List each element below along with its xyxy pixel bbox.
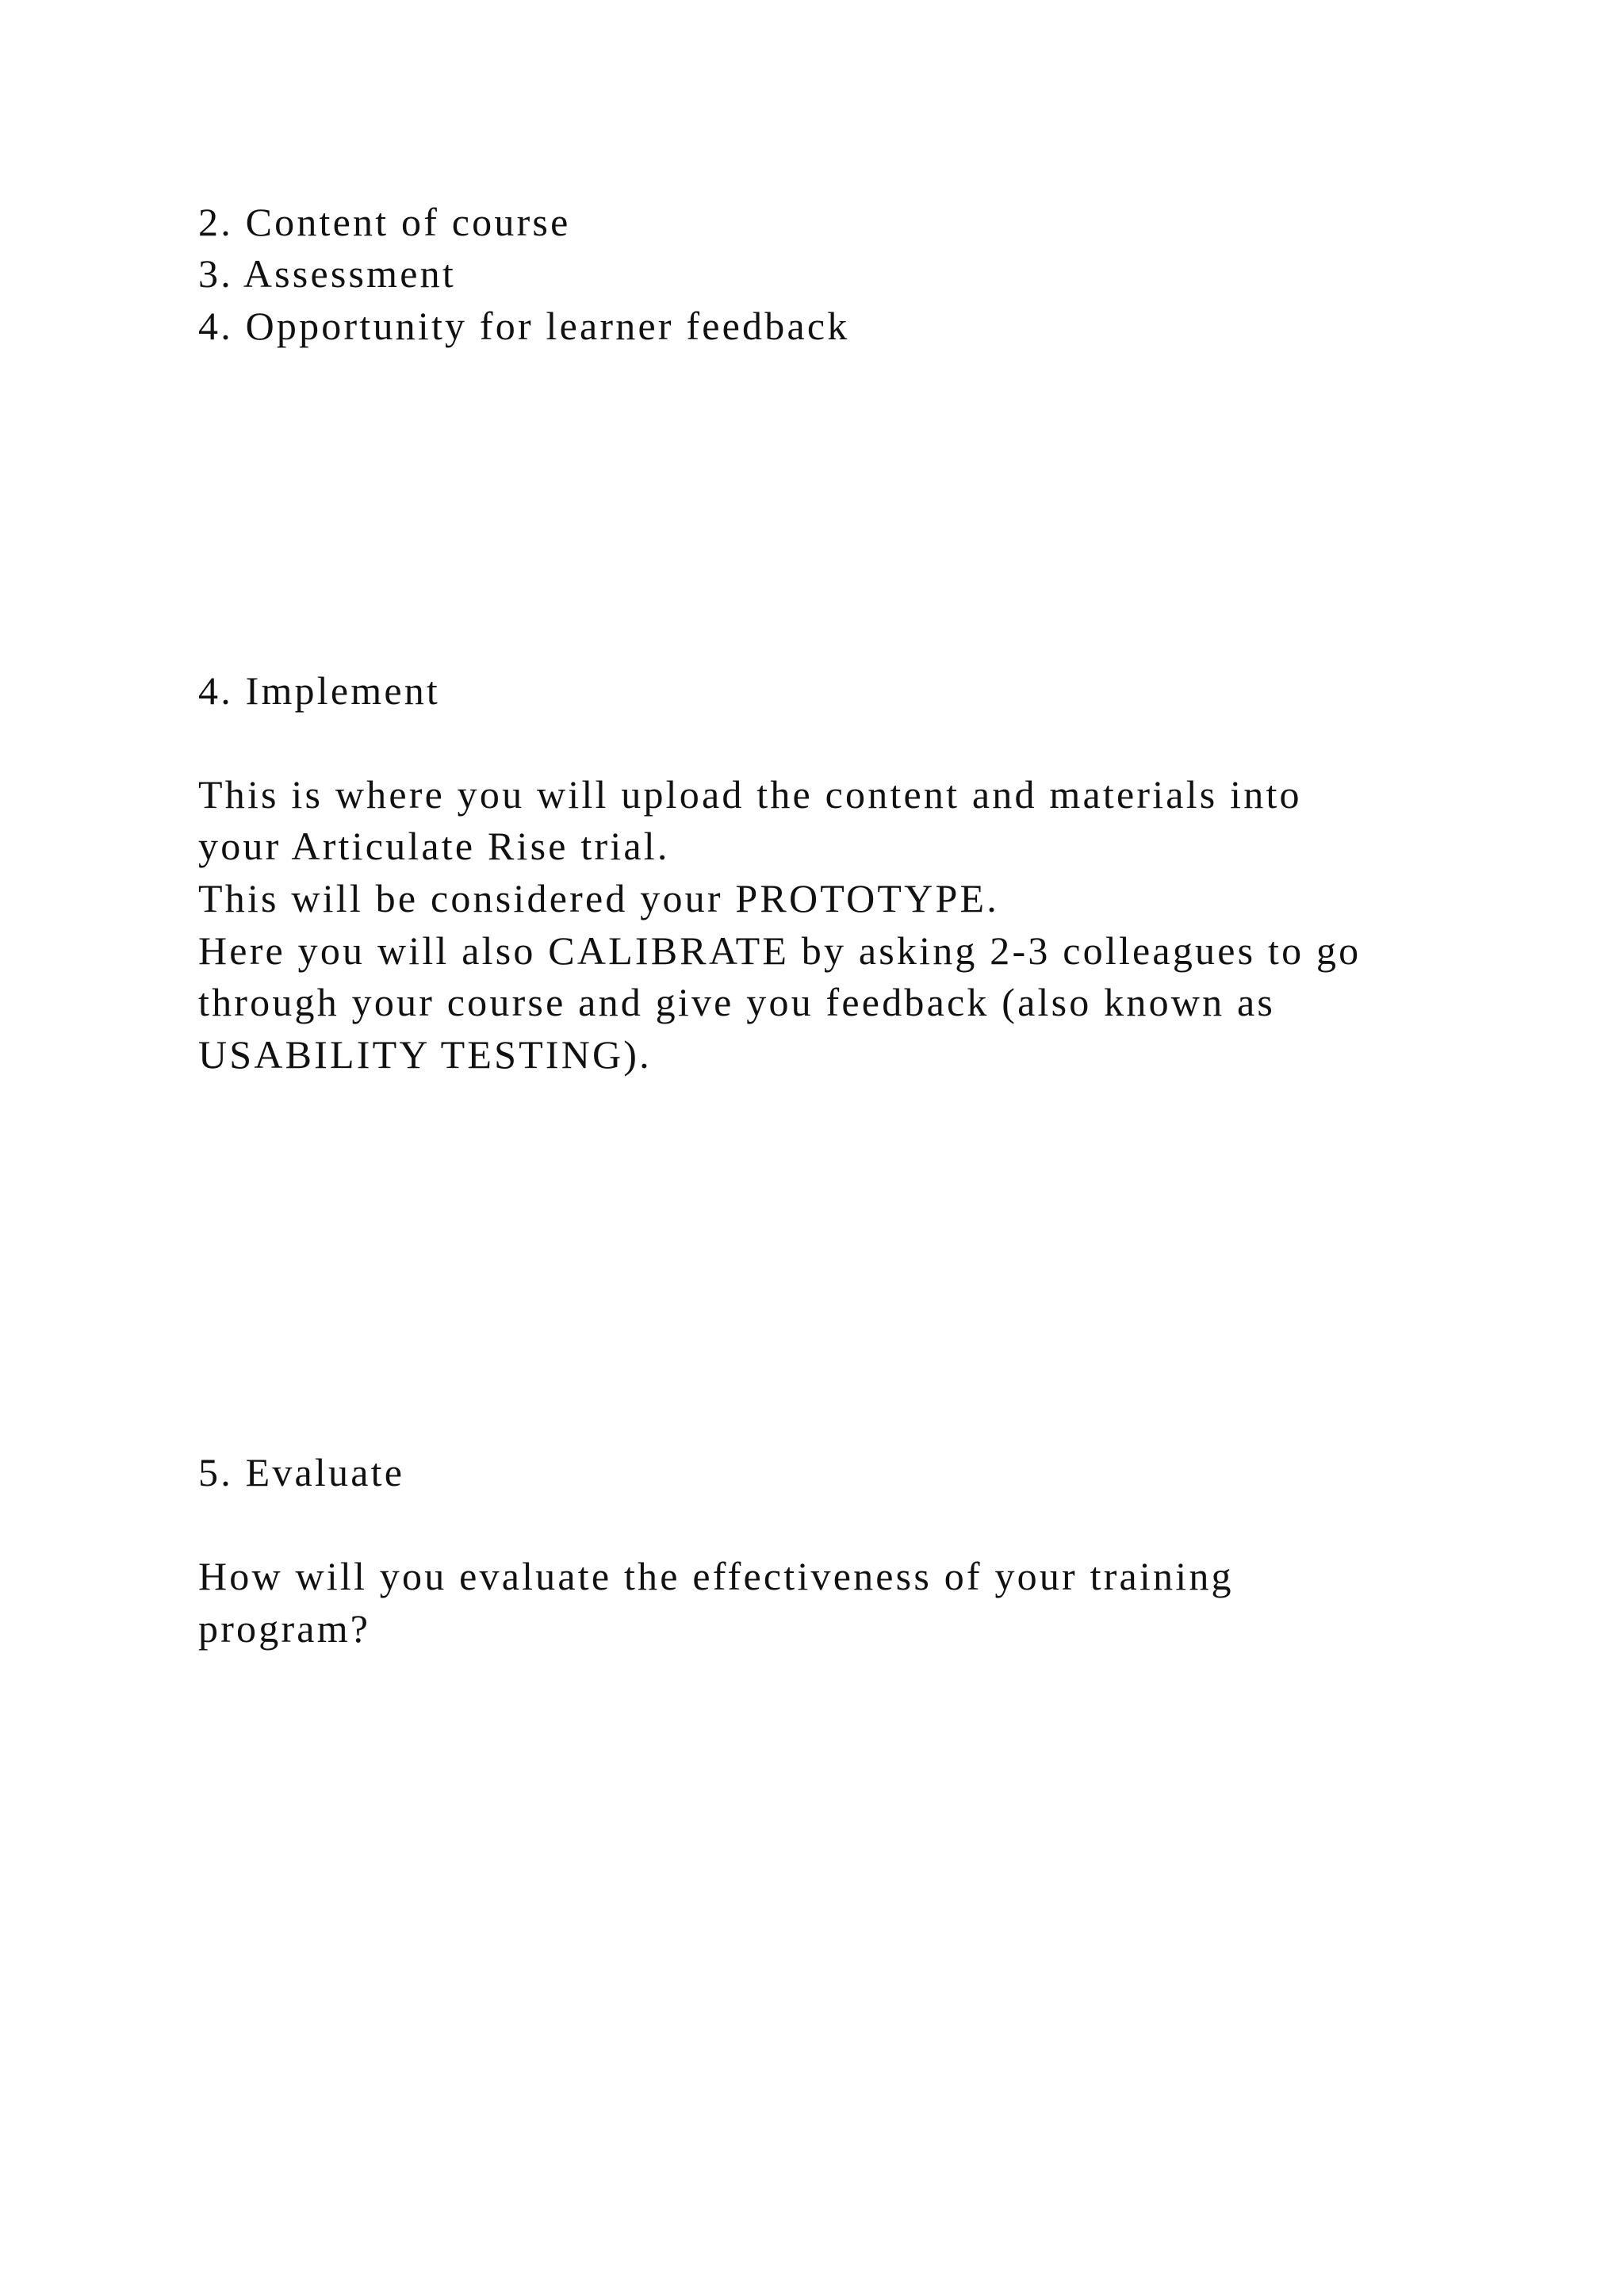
implement-paragraph-line: your Articulate Rise trial. xyxy=(198,824,670,868)
implement-paragraph-line: This will be considered your PROTOTYPE. xyxy=(198,876,999,920)
evaluate-paragraph-line: How will you evaluate the effectiveness of your training xyxy=(198,1554,1234,1598)
implement-paragraph-line: USABILITY TESTING). xyxy=(198,1032,652,1077)
evaluate-paragraph-line: program? xyxy=(198,1606,371,1651)
implement-paragraph-line: through your course and give you feedback (also known as xyxy=(198,980,1276,1024)
list-item-content-of-course: 2. Content of course xyxy=(198,200,571,244)
implement-paragraph-line: Here you will also CALIBRATE by asking 2-3 colleagues to go xyxy=(198,928,1362,973)
list-item-assessment: 3. Assessment xyxy=(198,251,456,296)
implement-paragraph-line: This is where you will upload the content and materials into xyxy=(198,772,1302,817)
implement-heading: 4. Implement xyxy=(198,668,441,713)
list-item-learner-feedback: 4. Opportunity for learner feedback xyxy=(198,304,850,348)
evaluate-heading: 5. Evaluate xyxy=(198,1450,405,1494)
